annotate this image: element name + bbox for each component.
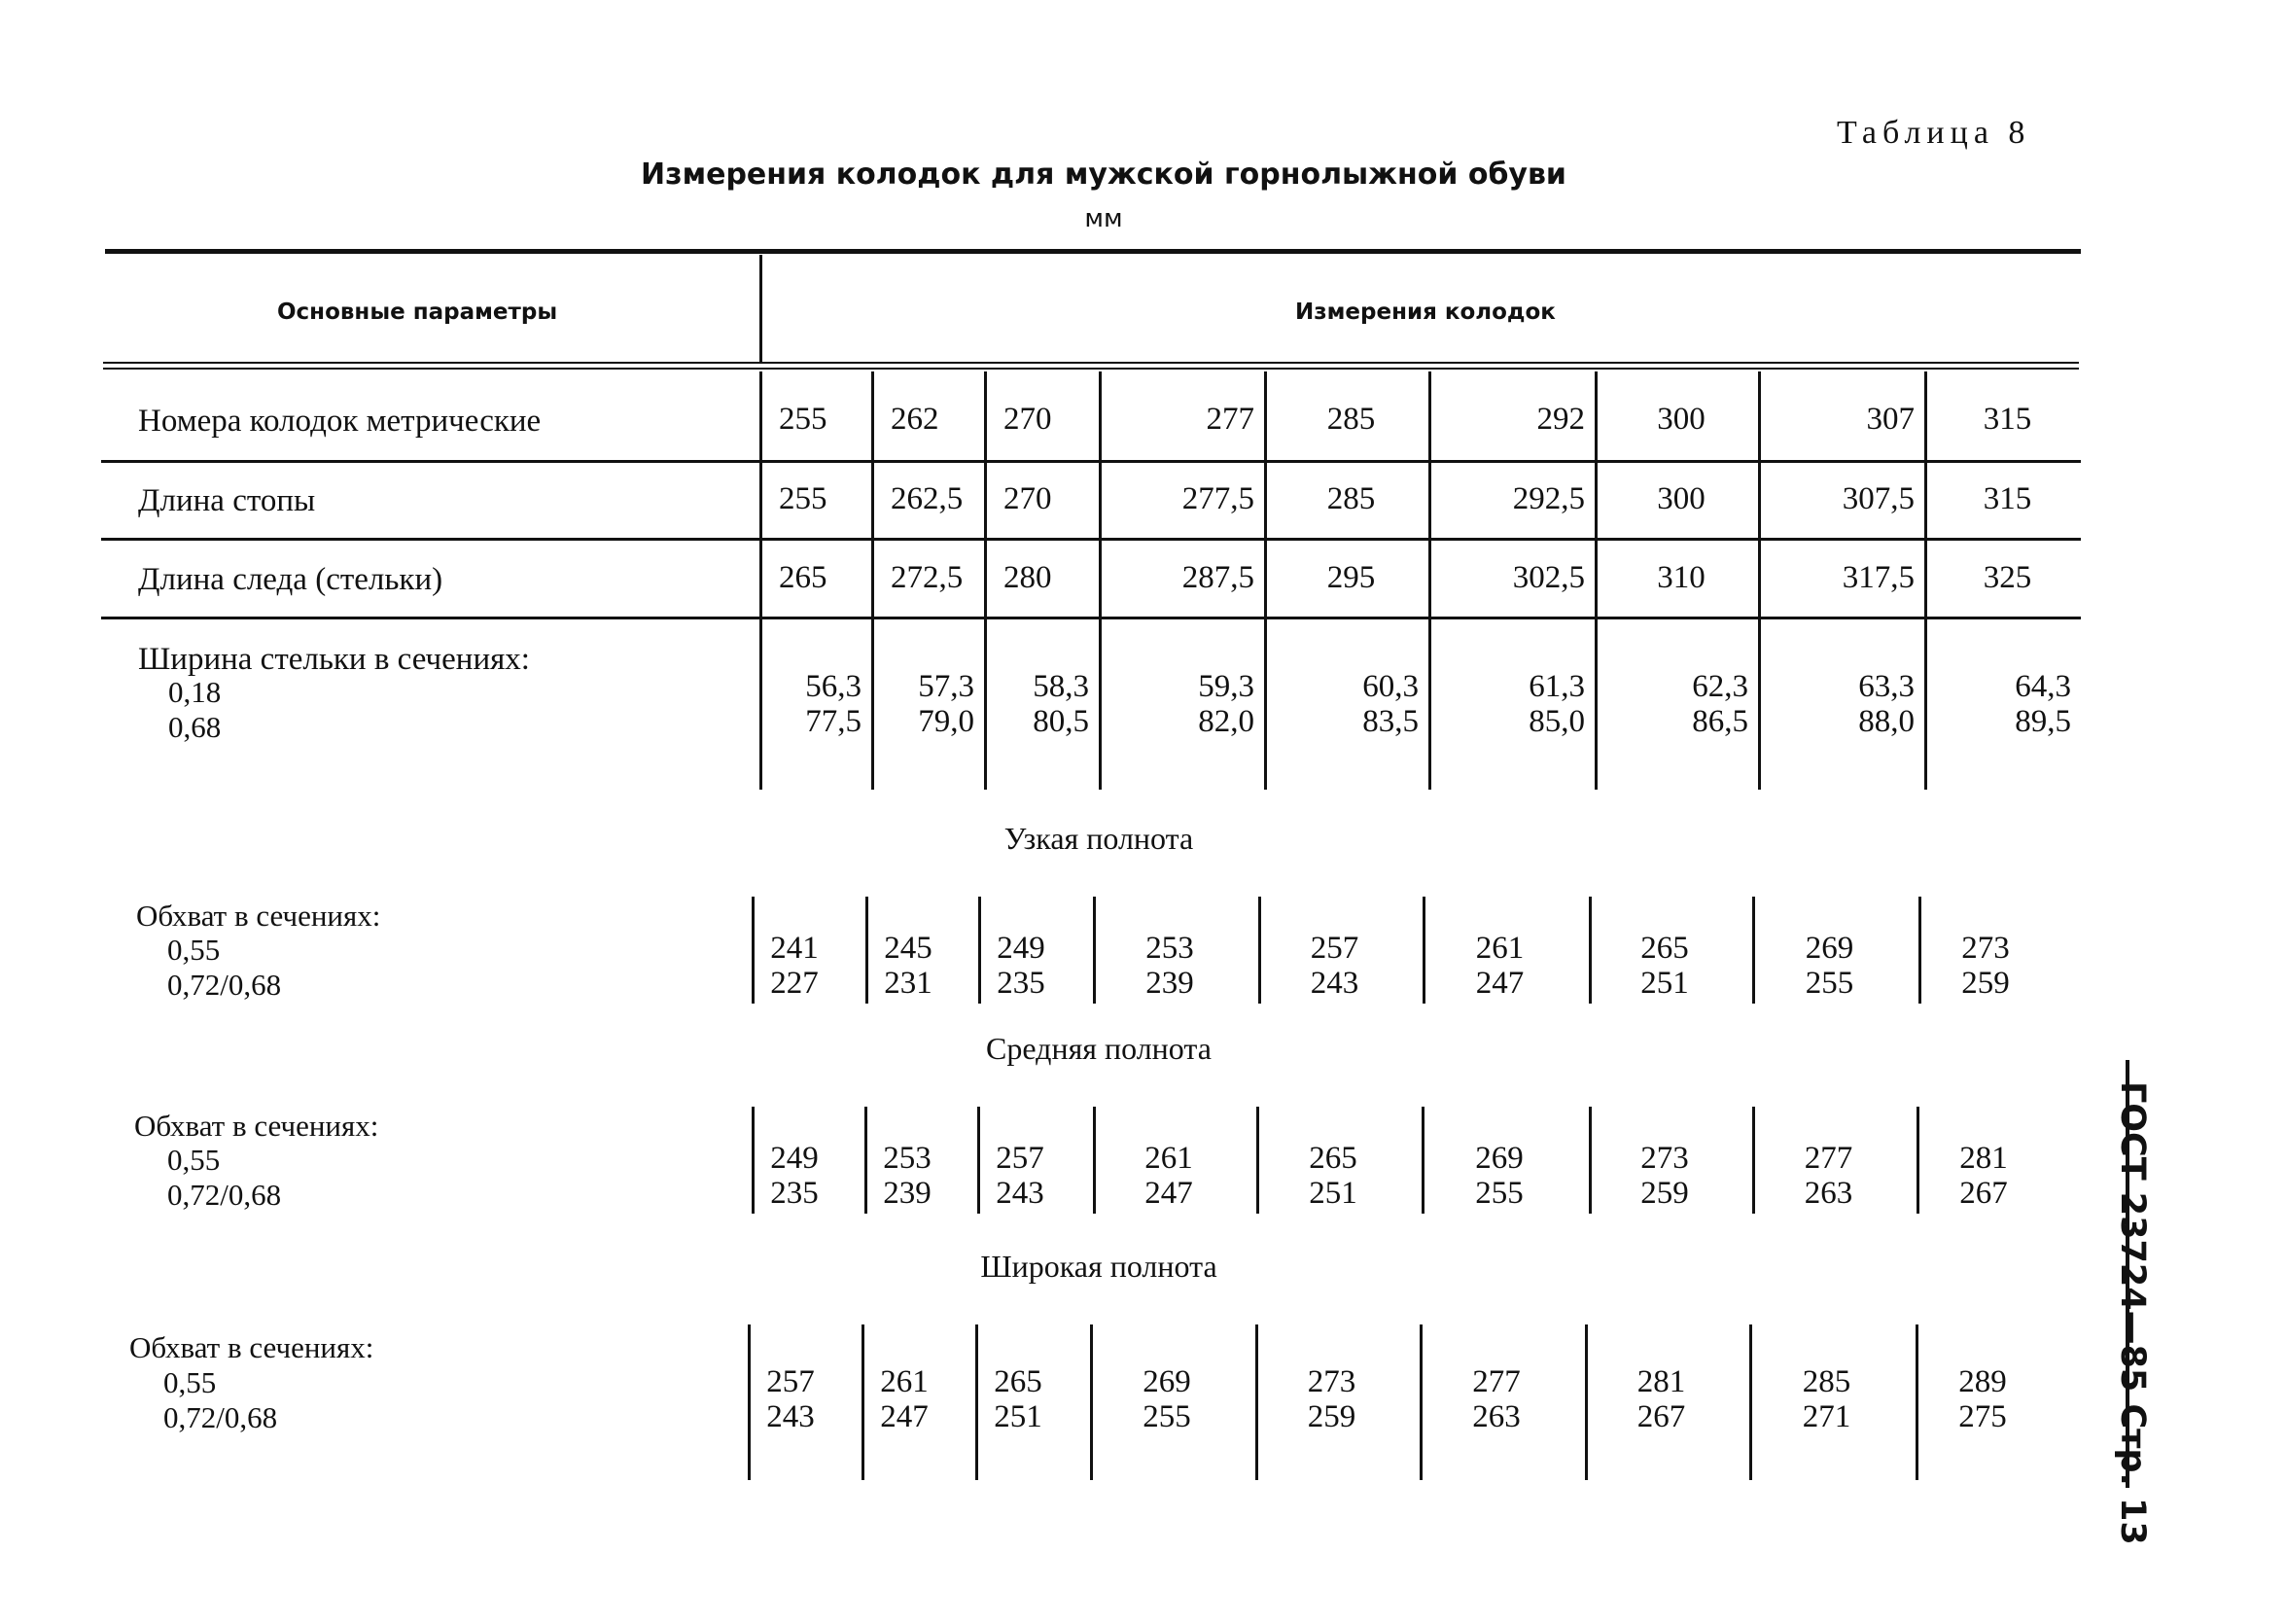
column-divider (1585, 1324, 1588, 1480)
girth-cell: 245 (884, 931, 932, 966)
girth-cell: 265 (994, 1364, 1042, 1399)
row-label-last-numbers: Номера колодок метрические (138, 404, 542, 439)
girth-cell: 241 (770, 931, 819, 966)
column-divider (865, 897, 868, 1004)
column-divider (862, 1324, 864, 1480)
table-cell: 265 (779, 560, 827, 595)
table-cell: 315 (1983, 481, 2032, 516)
girth-cell: 255 (1805, 966, 1854, 1001)
width-cell: 86,5 (1692, 704, 1748, 739)
girth-cell: 239 (883, 1176, 932, 1211)
column-divider (1916, 1324, 1918, 1480)
girth-cell: 247 (1475, 966, 1525, 1001)
row-rule (101, 617, 2081, 619)
side-gost-label: ГОСТ 23724—85 Стр. 13 (2113, 1081, 2152, 1545)
table-cell: 315 (1983, 402, 2032, 437)
width-cell: 88,0 (1858, 704, 1915, 739)
column-divider (1423, 897, 1425, 1004)
girth-cell: 261 (1475, 931, 1525, 966)
width-cell: 79,0 (918, 704, 974, 739)
table-cell: 255 (779, 402, 827, 437)
row-rule (101, 460, 2081, 463)
header-measurements: Измерения колодок (1295, 300, 1556, 325)
width-block-section-1: 0,18 (168, 675, 222, 709)
column-divider (975, 1324, 978, 1480)
girth-cell: 257 (996, 1141, 1044, 1176)
table-cell: 300 (1657, 481, 1706, 516)
column-divider (1256, 1107, 1259, 1214)
column-divider (1589, 1107, 1592, 1214)
table-cell: 270 (1003, 402, 1052, 437)
table-label: Таблица 8 (1837, 115, 2031, 151)
table-cell: 307 (1866, 402, 1915, 437)
width-cell: 57,3 (918, 669, 974, 704)
width-cell: 62,3 (1692, 669, 1748, 704)
girth-cell: 289 (1958, 1364, 2007, 1399)
width-cell: 83,5 (1362, 704, 1419, 739)
width-cell: 77,5 (805, 704, 862, 739)
girth-cell: 255 (1143, 1399, 1191, 1434)
girth-cell: 251 (1640, 966, 1689, 1001)
width-block-section-2: 0,68 (168, 710, 222, 744)
table-cell: 255 (779, 481, 827, 516)
width-cell: 80,5 (1033, 704, 1089, 739)
width-cell: 85,0 (1529, 704, 1585, 739)
column-divider (977, 1107, 980, 1214)
girth-cell: 263 (1472, 1399, 1521, 1434)
girth-cell: 281 (1959, 1141, 2008, 1176)
table-cell: 295 (1326, 560, 1376, 595)
group-title-wide: Широкая полнота (980, 1249, 1217, 1284)
row-rule (101, 538, 2081, 541)
column-divider (978, 897, 981, 1004)
group-section-narrow-1: 0,55 (167, 933, 221, 967)
group-section-wide-1: 0,55 (163, 1365, 217, 1399)
girth-cell: 235 (997, 966, 1045, 1001)
girth-cell: 275 (1958, 1399, 2007, 1434)
girth-cell: 259 (1961, 966, 2010, 1001)
girth-cell: 271 (1802, 1399, 1851, 1434)
width-cell: 59,3 (1198, 669, 1254, 704)
girth-cell: 259 (1640, 1176, 1689, 1211)
column-divider (1258, 897, 1261, 1004)
girth-cell: 243 (996, 1176, 1044, 1211)
girth-cell: 261 (880, 1364, 929, 1399)
girth-cell: 273 (1307, 1364, 1356, 1399)
girth-cell: 261 (1144, 1141, 1193, 1176)
width-cell: 89,5 (2015, 704, 2071, 739)
header-rule-1 (103, 362, 2079, 364)
group-section-wide-2: 0,72/0,68 (163, 1400, 278, 1434)
group-section-medium-2: 0,72/0,68 (167, 1178, 282, 1212)
girth-cell: 265 (1309, 1141, 1357, 1176)
girth-cell: 257 (1310, 931, 1359, 966)
group-section-narrow-2: 0,72/0,68 (167, 968, 282, 1002)
column-divider (864, 1107, 867, 1214)
table-cell: 277 (1206, 402, 1254, 437)
girth-cell: 259 (1307, 1399, 1356, 1434)
girth-cell: 269 (1143, 1364, 1191, 1399)
table-title: Измерения колодок для мужской горнолыжной обуви (641, 158, 1566, 192)
row-label-foot-length: Длина стопы (138, 483, 316, 518)
width-cell: 56,3 (805, 669, 862, 704)
column-divider (1422, 1107, 1424, 1214)
girth-cell: 265 (1640, 931, 1689, 966)
width-cell: 64,3 (2015, 669, 2071, 704)
girth-cell: 269 (1805, 931, 1854, 966)
header-rule-2 (103, 368, 2079, 370)
table-cell: 272,5 (891, 560, 964, 595)
girth-cell: 255 (1475, 1176, 1524, 1211)
table-cell: 277,5 (1181, 481, 1254, 516)
girth-cell: 251 (1309, 1176, 1357, 1211)
girth-cell: 249 (770, 1141, 819, 1176)
girth-cell: 269 (1475, 1141, 1524, 1176)
table-cell: 302,5 (1512, 560, 1585, 595)
column-divider (1090, 1324, 1093, 1480)
table-cell: 262 (891, 402, 939, 437)
girth-cell: 277 (1472, 1364, 1521, 1399)
table-cell: 287,5 (1181, 560, 1254, 595)
table-cell: 285 (1326, 481, 1376, 516)
girth-cell: 253 (1145, 931, 1194, 966)
header-divider (759, 255, 762, 364)
group-section-medium-1: 0,55 (167, 1143, 221, 1177)
top-rule (105, 249, 2081, 254)
width-cell: 60,3 (1362, 669, 1419, 704)
column-divider (752, 1107, 755, 1214)
width-cell: 61,3 (1529, 669, 1585, 704)
table-cell: 270 (1003, 481, 1052, 516)
table-cell: 310 (1657, 560, 1706, 595)
girth-cell: 243 (766, 1399, 815, 1434)
girth-cell: 263 (1804, 1176, 1853, 1211)
column-divider (1255, 1324, 1258, 1480)
girth-cell: 249 (997, 931, 1045, 966)
column-divider (1918, 897, 1921, 1004)
header-params: Основные параметры (277, 300, 558, 325)
column-divider (1752, 1107, 1755, 1214)
girth-cell: 267 (1959, 1176, 2008, 1211)
column-divider (1749, 1324, 1752, 1480)
girth-cell: 251 (994, 1399, 1042, 1434)
girth-cell: 285 (1802, 1364, 1851, 1399)
girth-cell: 257 (766, 1364, 815, 1399)
group-label-medium: Обхват в сечениях: (134, 1109, 379, 1143)
column-divider (748, 1324, 751, 1480)
column-divider (1752, 897, 1755, 1004)
group-label-narrow: Обхват в сечениях: (136, 899, 381, 933)
table-cell: 285 (1326, 402, 1376, 437)
group-title-narrow: Узкая полнота (1003, 821, 1194, 856)
column-divider (1093, 1107, 1096, 1214)
table-cell: 292 (1536, 402, 1585, 437)
girth-cell: 239 (1145, 966, 1194, 1001)
table-cell: 262,5 (891, 481, 964, 516)
girth-cell: 277 (1804, 1141, 1853, 1176)
unit-label: мм (1084, 204, 1123, 233)
table-cell: 307,5 (1842, 481, 1915, 516)
girth-cell: 247 (880, 1399, 929, 1434)
group-title-medium: Средняя полнота (986, 1031, 1212, 1066)
girth-cell: 273 (1640, 1141, 1689, 1176)
girth-cell: 227 (770, 966, 819, 1001)
column-divider (1093, 897, 1096, 1004)
column-divider (1917, 1107, 1919, 1214)
girth-cell: 247 (1144, 1176, 1193, 1211)
girth-cell: 267 (1636, 1399, 1686, 1434)
width-cell: 63,3 (1858, 669, 1915, 704)
table-cell: 292,5 (1512, 481, 1585, 516)
girth-cell: 281 (1636, 1364, 1686, 1399)
girth-cell: 235 (770, 1176, 819, 1211)
row-label-insole-length: Длина следа (стельки) (138, 562, 443, 597)
girth-cell: 231 (884, 966, 932, 1001)
width-cell: 58,3 (1033, 669, 1089, 704)
width-block-label: Ширина стельки в сечениях: (138, 642, 530, 677)
table-cell: 317,5 (1842, 560, 1915, 595)
girth-cell: 273 (1961, 931, 2010, 966)
girth-cell: 243 (1310, 966, 1359, 1001)
width-cell: 82,0 (1198, 704, 1254, 739)
table-cell: 300 (1657, 402, 1706, 437)
column-divider (752, 897, 755, 1004)
table-cell: 280 (1003, 560, 1052, 595)
column-divider (1420, 1324, 1423, 1480)
group-label-wide: Обхват в сечениях: (129, 1330, 374, 1364)
column-divider (1589, 897, 1592, 1004)
table-cell: 325 (1983, 560, 2032, 595)
girth-cell: 253 (883, 1141, 932, 1176)
